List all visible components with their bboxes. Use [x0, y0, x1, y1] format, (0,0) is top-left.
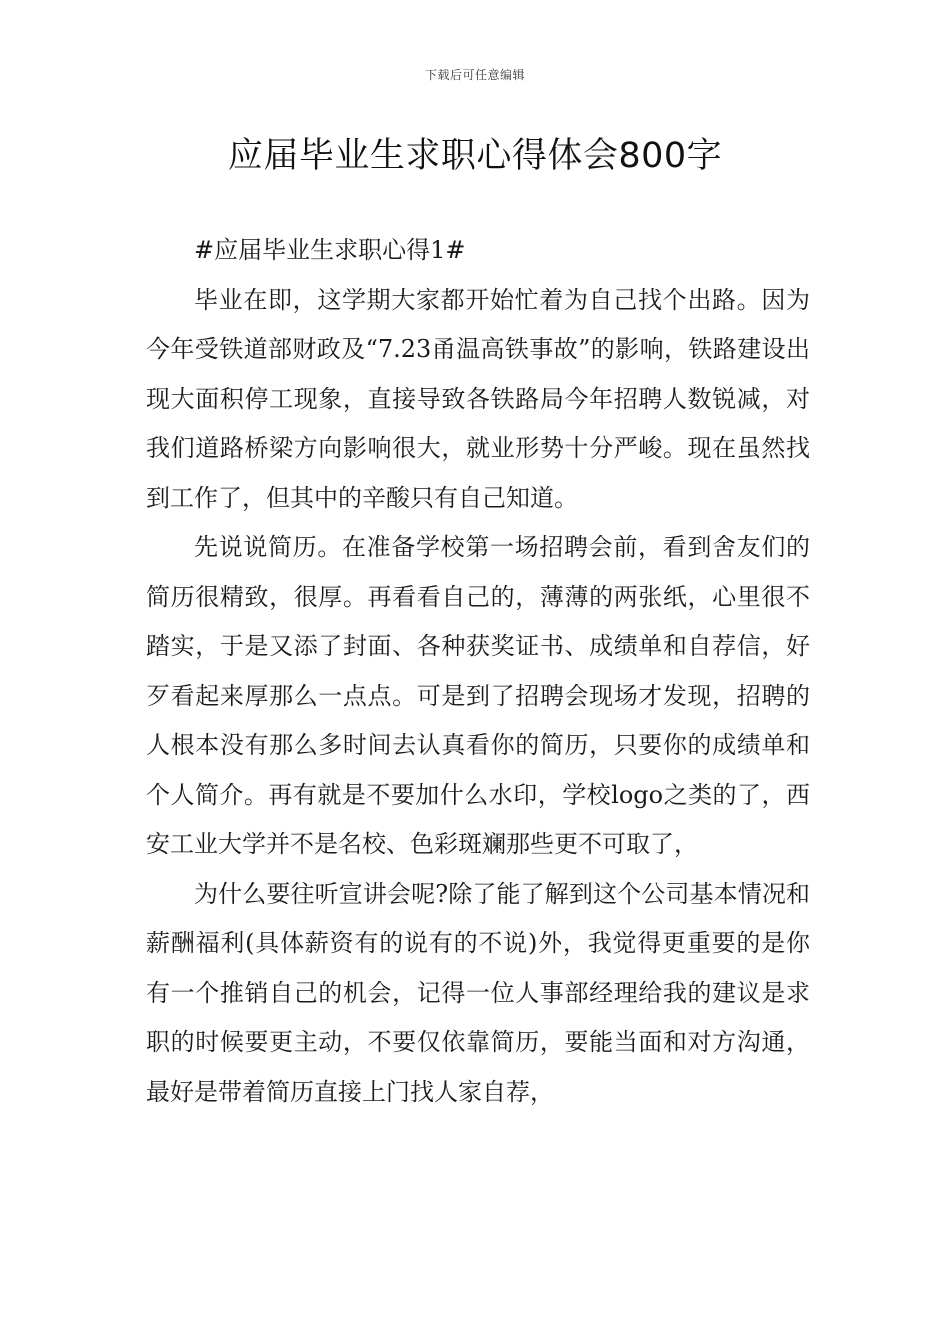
document-title: 应届毕业生求职心得体会800字 [227, 136, 723, 176]
paragraph-resume: 先说说简历。在准备学校第一场招聘会前，看到舍友们的简历很精致，很厚。再看看自己的，薄薄的两张纸，心里很不踏实，于是又添了封面、各种获奖证书、成绩单和自荐信，好歹看起来厚那么一点点。可是到了招聘会现场才发现，招聘的人根本没有那么多时间去认真看你的简历，只要你的成绩单和个人简介。再有就是不要加什么水印，学校logo之类的了，西安工业大学并不是名校、色彩斑斓那些更不可取了， [146, 533, 810, 858]
document-body [146, 226, 810, 1117]
header-note: 下载后可任意编辑 [424, 68, 525, 82]
paragraph-intro: 毕业在即，这学期大家都开始忙着为自己找个出路。因为今年受铁道部财政及“7.23甬温高铁事故”的影响，铁路建设出现大面积停工现象，直接导致各铁路局今年招聘人数锐减，对我们道路桥梁方向影响很大，就业形势十分严峻。现在虽然找到工作了，但其中的辛酸只有自己知道。 [146, 285, 810, 512]
paragraph-info-session: 为什么要往听宣讲会呢?除了能了解到这个公司基本情况和薪酬福利(具体薪资有的说有的不说)外，我觉得更重要的是你有一个推销自己的机会，记得一位人事部经理给我的建议是求职的时候要更主动，不要仅依靠简历，要能当面和对方沟通，最好是带着简历直接上门找人家自荐， [146, 879, 810, 1106]
section-heading: #应届毕业生求职心得1# [194, 236, 466, 264]
